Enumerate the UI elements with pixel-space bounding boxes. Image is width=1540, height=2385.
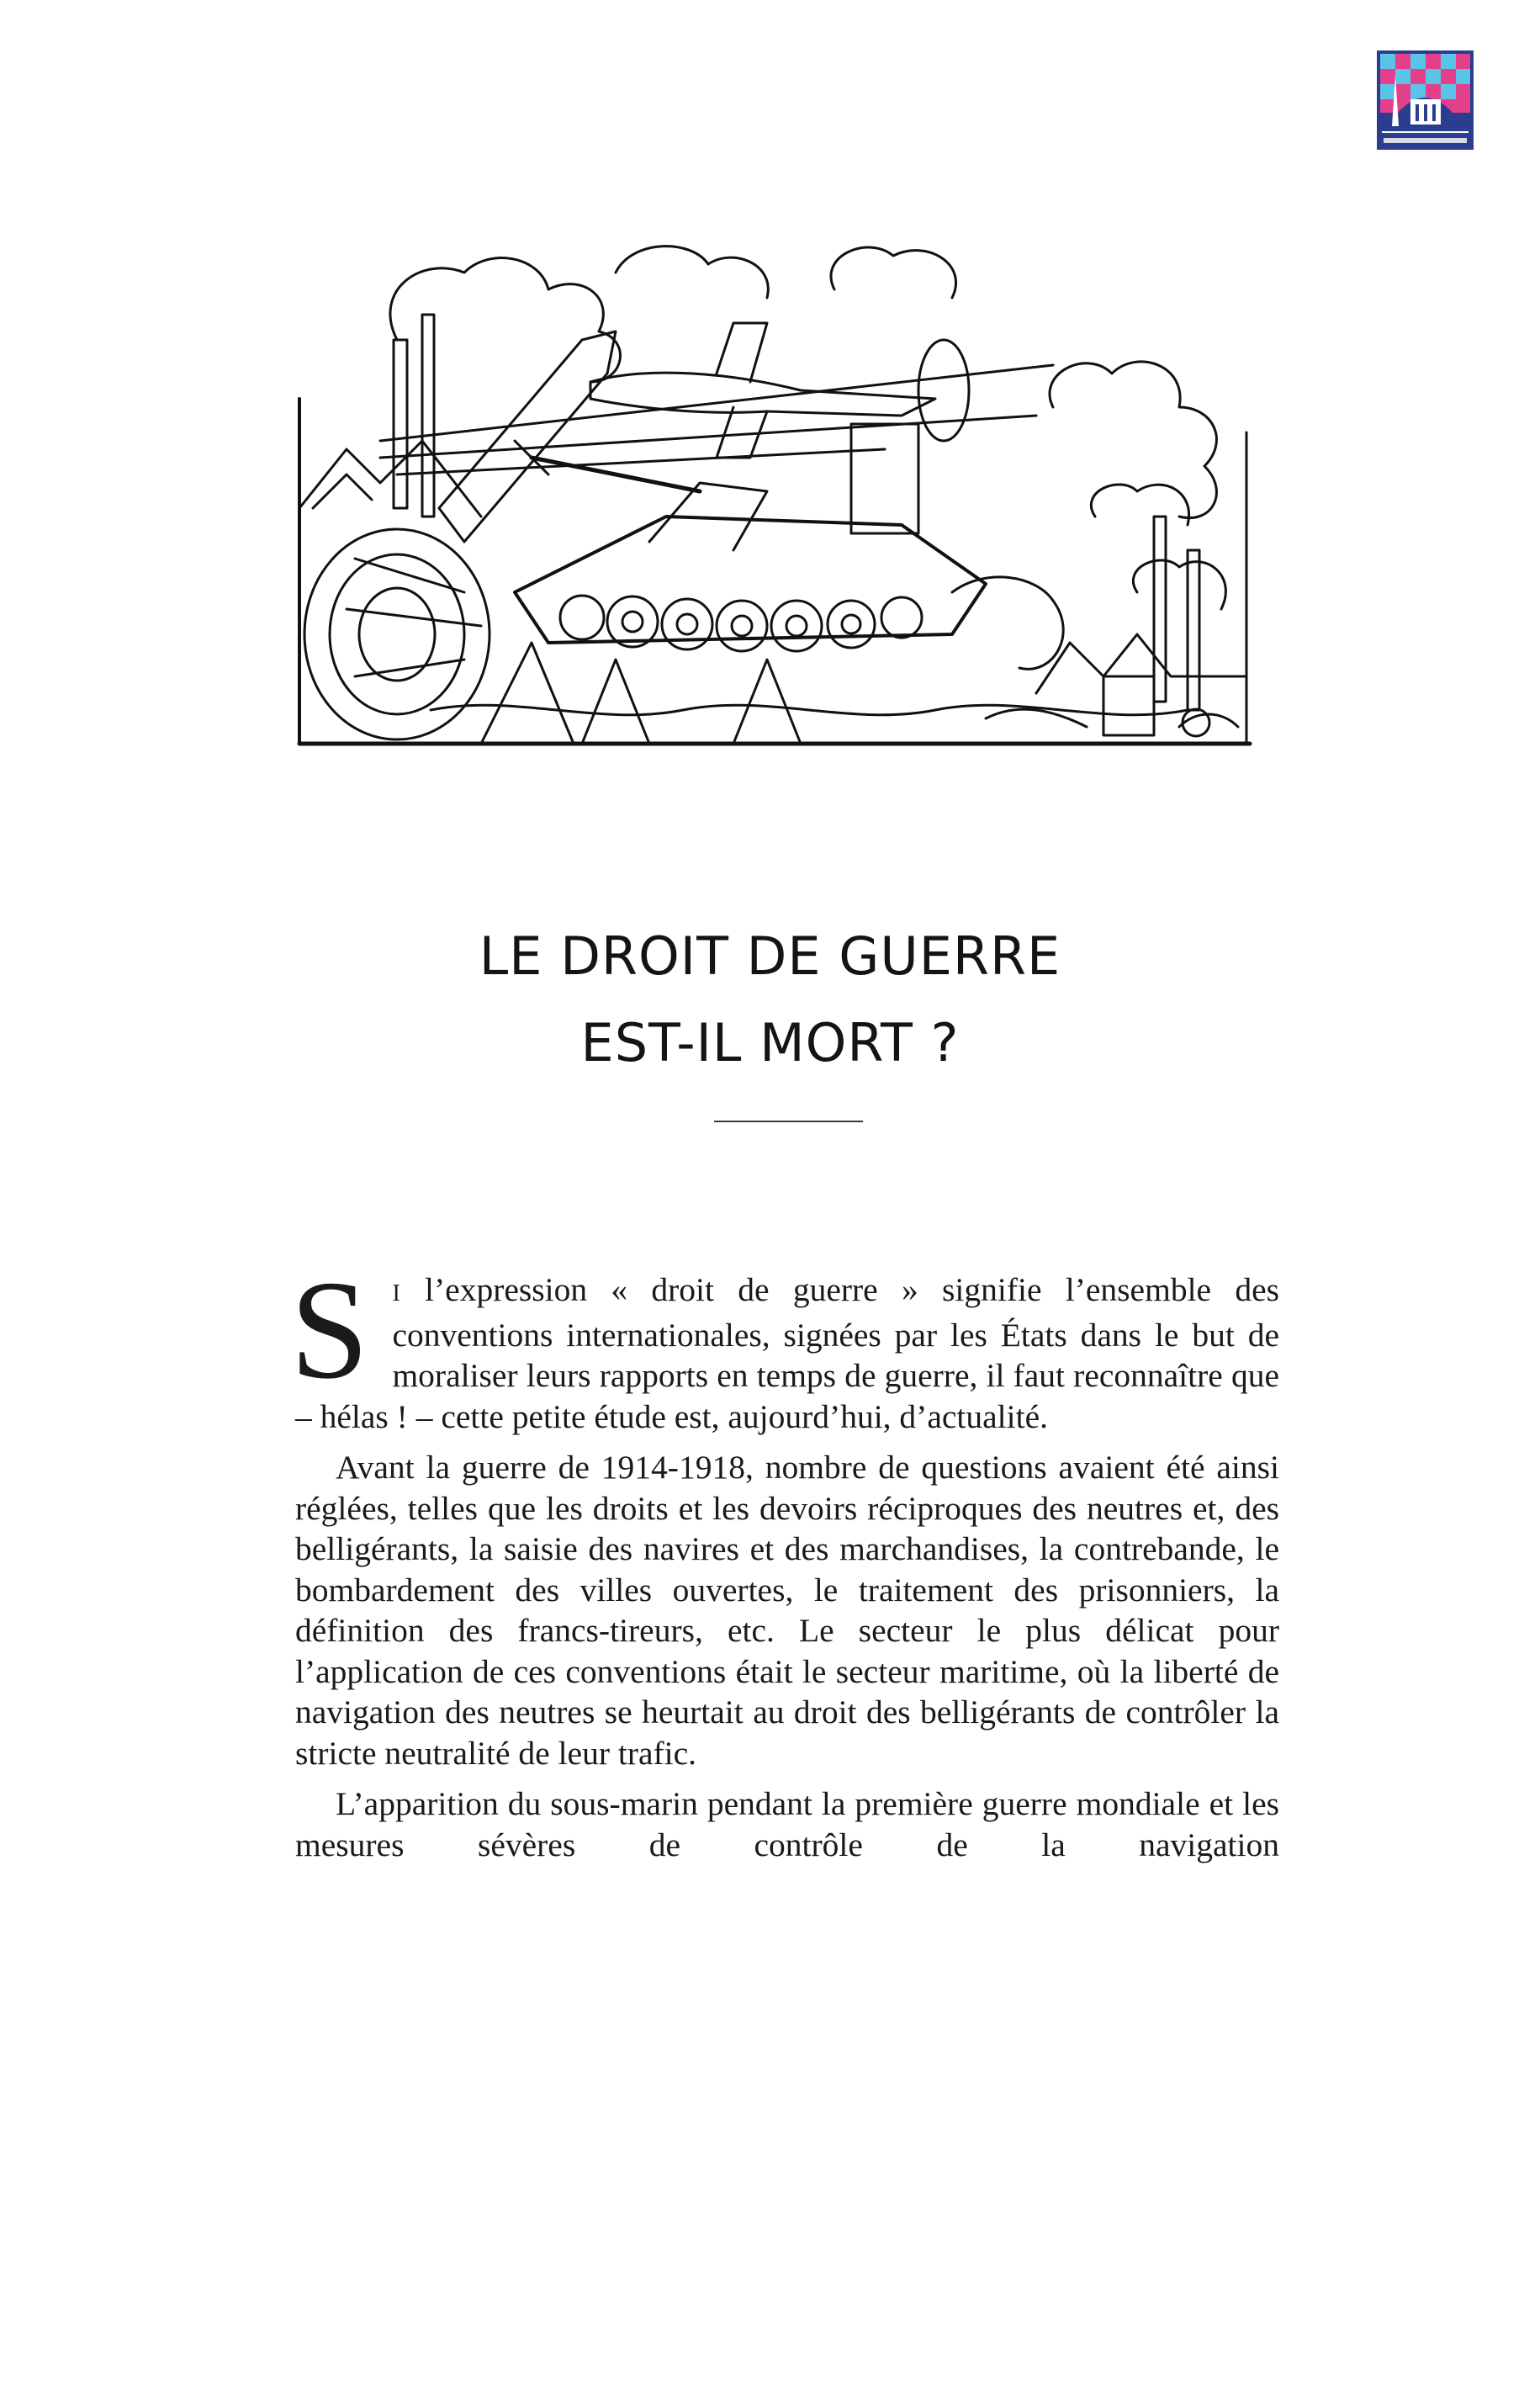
logo-mark-icon <box>1377 50 1474 150</box>
drop-cap: S <box>290 1252 369 1408</box>
title-divider <box>714 1121 863 1122</box>
paragraph-1-text: l’expression « droit de guerre » signifie l’ensemble des conventions internationales, signées par les États dans le but de moraliser leurs rapports en temps de guerre, il faut reconnaître que – hélas ! – cette petite étude est, aujourd’hui, d’actualité. <box>295 1271 1279 1435</box>
paragraph-2: Avant la guerre de 1914-1918, nombre de questions avaient été ainsi réglées, telles que les droits et les devoirs réciproques des neutres et, des belligérants, la saisie des navires et des marchandises, la contrebande, le bombardement des villes ouvertes, le traitement des prisonniers, la définition des francs-tireurs, etc. Le secteur le plus délicat pour l’application de ces conventions était le secteur maritime, où la liberté de navigation des neutres se heurtait au droit des belligérants de contrôler la stricte neutralité de leur trafic. <box>295 1449 1279 1772</box>
chapter-title-line-1: LE DROIT DE GUERRE <box>479 925 1061 987</box>
publisher-logo <box>1377 50 1474 150</box>
paragraph-1 <box>290 1252 1279 1437</box>
war-engraving-illustration-icon <box>296 239 1253 750</box>
chapter-title-line-2: EST-IL MORT ? <box>580 1012 960 1073</box>
paragraph-3: L’apparition du sous-marin pendant la première guerre mondiale et les mesures sévères de contrôle de la navigation <box>295 1785 1279 1863</box>
first-word-small-caps: I <box>392 1280 401 1306</box>
war-illustration <box>296 239 1253 750</box>
body-text <box>290 1252 1279 1865</box>
